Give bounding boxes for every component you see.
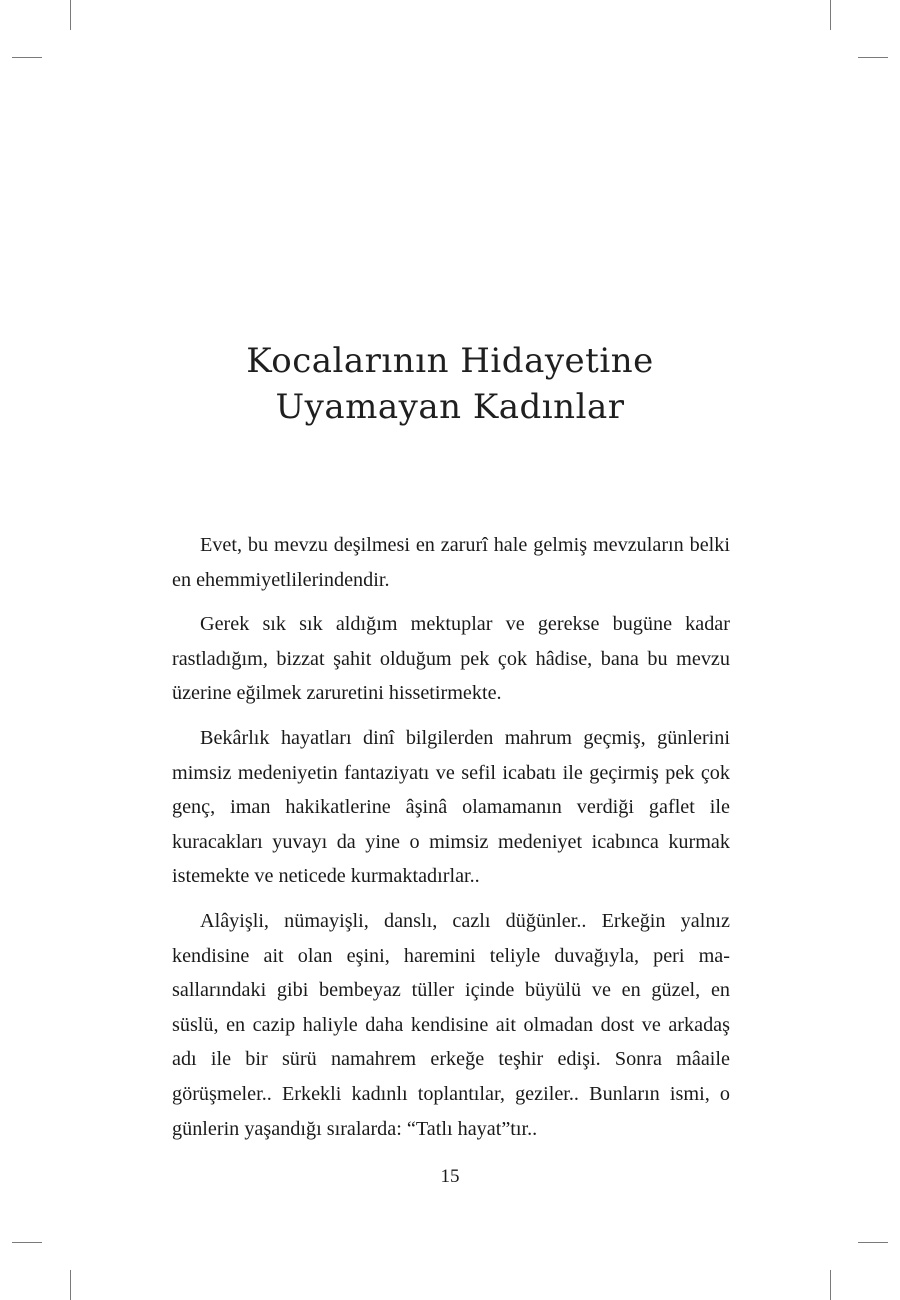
crop-mark-right-lower (858, 1242, 888, 1243)
crop-mark-left-upper (12, 57, 42, 58)
page-number: 15 (440, 1166, 460, 1187)
crop-mark-bottom-left (70, 1270, 71, 1300)
paragraph-3: Bekârlık hayatları dinî bilgilerden mahrum geçmiş, günlerini mimsiz medeniyetin fantaziyatı ve sefil icabatı ile geçirmiş pek çok genç, iman hakikatlerine âşinâ olamamanın verdiği gaflet ile kuracakları yuvayı da yine o mimsiz medeniyet icabınca kurmak istemekte ve neticede kurmaktadırlar.. (172, 726, 730, 888)
paragraph-2: Gerek sık sık aldığım mektuplar ve gerekse bugüne kadar rastladığım, bizzat şahit olduğum pek çok hâdise, bana bu mevzu üzerine eğilmek zaruretini hissetirmekte. (172, 613, 730, 705)
chapter-title-line-1: Kocalarının Hidayetine (246, 341, 654, 381)
crop-mark-left-lower (12, 1242, 42, 1243)
chapter-body (172, 528, 730, 1156)
chapter-title-line-2: Uyamayan Kadınlar (275, 387, 625, 427)
crop-mark-top-left (70, 0, 71, 30)
chapter-title (0, 338, 900, 430)
paragraph-4: Alâyişli, nümayişli, danslı, cazlı düğünler.. Erkeğin yalnız kendisine ait olan eşini, haremini teliyle duvağıyla, peri masallarındaki gibi bembeyaz tüller içinde büyülü ve en güzel, en süslü, en cazip haliyle daha kendisine ait olmadan dost ve arkadaş adı ile bir sürü namahrem erkeğe teşhir edişi. Sonra mâaile görüşmeler.. Erkekli kadınlı toplantılar, geziler.. Bunların ismi, o günlerin yaşandığı sıralarda: “Tatlı hayat”tır.. (172, 909, 730, 1140)
crop-mark-top-right (830, 0, 831, 30)
crop-mark-right-upper (858, 57, 888, 58)
crop-mark-bottom-right (830, 1270, 831, 1300)
paragraph-1: Evet, bu mevzu deşilmesi en zarurî hale gelmiş mevzuların belki en ehemmiyetlilerindendir. (172, 534, 730, 591)
